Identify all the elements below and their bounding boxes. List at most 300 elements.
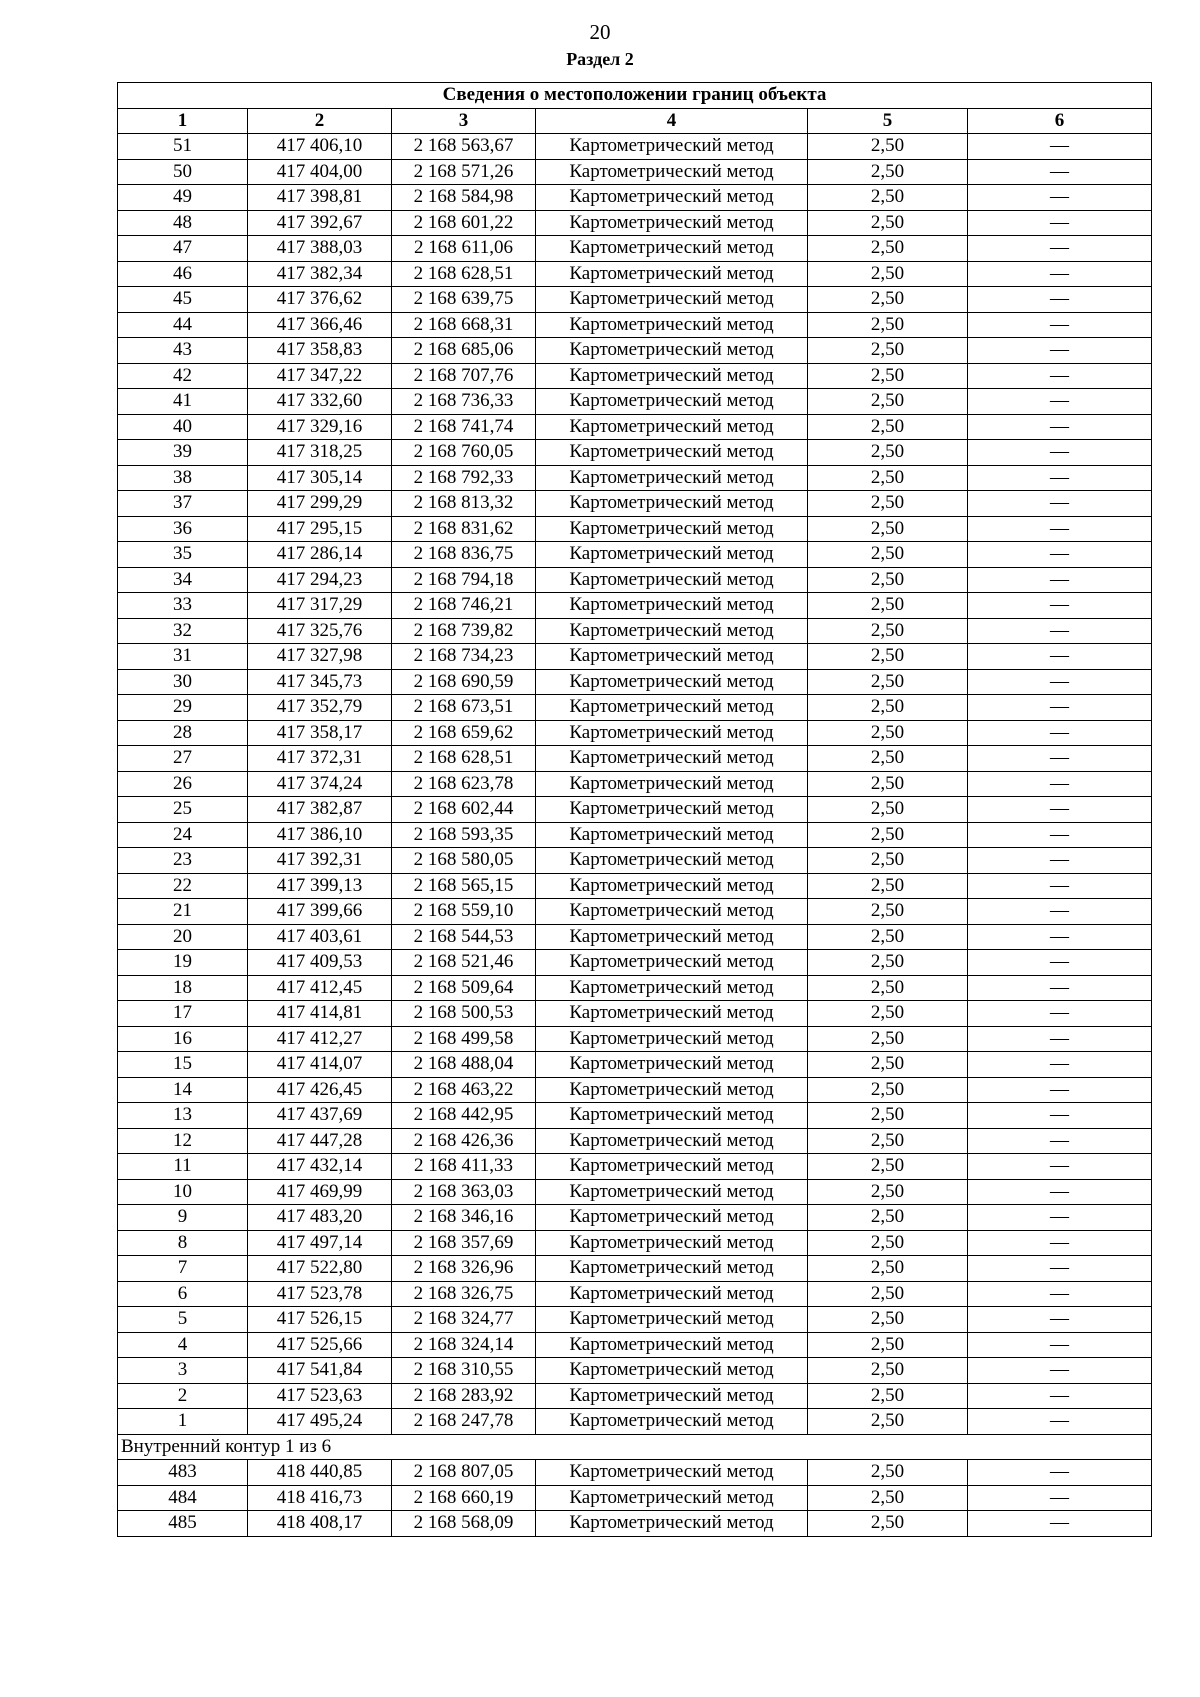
table-row — [118, 440, 1152, 466]
table-row — [118, 1179, 1152, 1205]
y-coordinate-cell: 2 168 488,04 — [392, 1052, 536, 1078]
x-coordinate-cell: 417 526,15 — [248, 1307, 392, 1333]
accuracy-cell: 2,50 — [808, 1383, 968, 1409]
y-coordinate-cell: 2 168 563,67 — [392, 134, 536, 160]
accuracy-cell: 2,50 — [808, 1026, 968, 1052]
table-row — [118, 491, 1152, 517]
y-coordinate-cell: 2 168 690,59 — [392, 669, 536, 695]
table-row — [118, 746, 1152, 772]
method-cell: Картометрический метод — [536, 1077, 808, 1103]
x-coordinate-cell: 417 399,13 — [248, 873, 392, 899]
y-coordinate-cell: 2 168 739,82 — [392, 618, 536, 644]
table-row — [118, 975, 1152, 1001]
point-number-cell: 20 — [118, 924, 248, 950]
accuracy-cell: 2,50 — [808, 185, 968, 211]
description-cell: — — [968, 1001, 1152, 1027]
method-cell: Картометрический метод — [536, 1256, 808, 1282]
method-cell: Картометрический метод — [536, 1332, 808, 1358]
x-coordinate-cell: 417 376,62 — [248, 287, 392, 313]
description-cell: — — [968, 593, 1152, 619]
y-coordinate-cell: 2 168 500,53 — [392, 1001, 536, 1027]
table-row — [118, 848, 1152, 874]
description-cell: — — [968, 185, 1152, 211]
method-cell: Картометрический метод — [536, 389, 808, 415]
method-cell: Картометрический метод — [536, 1358, 808, 1384]
method-cell: Картометрический метод — [536, 491, 808, 517]
accuracy-cell: 2,50 — [808, 236, 968, 262]
table-row — [118, 593, 1152, 619]
y-coordinate-cell: 2 168 660,19 — [392, 1485, 536, 1511]
method-cell: Картометрический метод — [536, 797, 808, 823]
method-cell: Картометрический метод — [536, 1409, 808, 1435]
method-cell: Картометрический метод — [536, 644, 808, 670]
method-cell: Картометрический метод — [536, 210, 808, 236]
table-row — [118, 771, 1152, 797]
description-cell: — — [968, 1485, 1152, 1511]
method-cell: Картометрический метод — [536, 185, 808, 211]
table-row — [118, 1103, 1152, 1129]
x-coordinate-cell: 418 416,73 — [248, 1485, 392, 1511]
accuracy-cell: 2,50 — [808, 1307, 968, 1333]
description-cell: — — [968, 695, 1152, 721]
accuracy-cell: 2,50 — [808, 950, 968, 976]
table-title: Сведения о местоположении границ объекта — [118, 83, 1152, 109]
method-cell: Картометрический метод — [536, 1179, 808, 1205]
description-cell: — — [968, 1154, 1152, 1180]
table-row — [118, 363, 1152, 389]
method-cell: Картометрический метод — [536, 1001, 808, 1027]
accuracy-cell: 2,50 — [808, 1077, 968, 1103]
x-coordinate-cell: 418 440,85 — [248, 1460, 392, 1486]
point-number-cell: 19 — [118, 950, 248, 976]
x-coordinate-cell: 417 404,00 — [248, 159, 392, 185]
point-number-cell: 17 — [118, 1001, 248, 1027]
column-number: 5 — [808, 108, 968, 134]
inner-contour-label: Внутренний контур 1 из 6 — [118, 1434, 1152, 1460]
x-coordinate-cell: 417 409,53 — [248, 950, 392, 976]
boundary-table — [117, 82, 1152, 1537]
method-cell: Картометрический метод — [536, 695, 808, 721]
accuracy-cell: 2,50 — [808, 720, 968, 746]
accuracy-cell: 2,50 — [808, 1001, 968, 1027]
column-number: 1 — [118, 108, 248, 134]
y-coordinate-cell: 2 168 324,77 — [392, 1307, 536, 1333]
x-coordinate-cell: 417 372,31 — [248, 746, 392, 772]
point-number-cell: 46 — [118, 261, 248, 287]
y-coordinate-cell: 2 168 760,05 — [392, 440, 536, 466]
description-cell: — — [968, 618, 1152, 644]
point-number-cell: 26 — [118, 771, 248, 797]
y-coordinate-cell: 2 168 628,51 — [392, 746, 536, 772]
y-coordinate-cell: 2 168 324,14 — [392, 1332, 536, 1358]
method-cell: Картометрический метод — [536, 771, 808, 797]
description-cell: — — [968, 1256, 1152, 1282]
y-coordinate-cell: 2 168 659,62 — [392, 720, 536, 746]
y-coordinate-cell: 2 168 326,75 — [392, 1281, 536, 1307]
x-coordinate-cell: 417 522,80 — [248, 1256, 392, 1282]
description-cell: — — [968, 363, 1152, 389]
table-row — [118, 1026, 1152, 1052]
x-coordinate-cell: 417 406,10 — [248, 134, 392, 160]
description-cell: — — [968, 1128, 1152, 1154]
description-cell: — — [968, 797, 1152, 823]
description-cell: — — [968, 338, 1152, 364]
table-row — [118, 797, 1152, 823]
y-coordinate-cell: 2 168 602,44 — [392, 797, 536, 823]
point-number-cell: 18 — [118, 975, 248, 1001]
table-row — [118, 669, 1152, 695]
accuracy-cell: 2,50 — [808, 669, 968, 695]
x-coordinate-cell: 417 318,25 — [248, 440, 392, 466]
table-row — [118, 465, 1152, 491]
method-cell: Картометрический метод — [536, 1052, 808, 1078]
description-cell: — — [968, 1205, 1152, 1231]
point-number-cell: 484 — [118, 1485, 248, 1511]
point-number-cell: 48 — [118, 210, 248, 236]
accuracy-cell: 2,50 — [808, 924, 968, 950]
y-coordinate-cell: 2 168 565,15 — [392, 873, 536, 899]
y-coordinate-cell: 2 168 836,75 — [392, 542, 536, 568]
point-number-cell: 30 — [118, 669, 248, 695]
accuracy-cell: 2,50 — [808, 593, 968, 619]
x-coordinate-cell: 417 414,07 — [248, 1052, 392, 1078]
method-cell: Картометрический метод — [536, 542, 808, 568]
y-coordinate-cell: 2 168 611,06 — [392, 236, 536, 262]
accuracy-cell: 2,50 — [808, 1358, 968, 1384]
x-coordinate-cell: 417 294,23 — [248, 567, 392, 593]
method-cell: Картометрический метод — [536, 1460, 808, 1486]
table-row — [118, 1307, 1152, 1333]
point-number-cell: 29 — [118, 695, 248, 721]
accuracy-cell: 2,50 — [808, 542, 968, 568]
y-coordinate-cell: 2 168 639,75 — [392, 287, 536, 313]
description-cell: — — [968, 771, 1152, 797]
y-coordinate-cell: 2 168 746,21 — [392, 593, 536, 619]
method-cell: Картометрический метод — [536, 363, 808, 389]
description-cell: — — [968, 669, 1152, 695]
accuracy-cell: 2,50 — [808, 210, 968, 236]
point-number-cell: 14 — [118, 1077, 248, 1103]
accuracy-cell: 2,50 — [808, 1154, 968, 1180]
table-row — [118, 338, 1152, 364]
y-coordinate-cell: 2 168 247,78 — [392, 1409, 536, 1435]
method-cell: Картометрический метод — [536, 924, 808, 950]
point-number-cell: 42 — [118, 363, 248, 389]
method-cell: Картометрический метод — [536, 899, 808, 925]
method-cell: Картометрический метод — [536, 1307, 808, 1333]
description-cell: — — [968, 542, 1152, 568]
accuracy-cell: 2,50 — [808, 516, 968, 542]
point-number-cell: 483 — [118, 1460, 248, 1486]
point-number-cell: 3 — [118, 1358, 248, 1384]
y-coordinate-cell: 2 168 807,05 — [392, 1460, 536, 1486]
table-row — [118, 618, 1152, 644]
method-cell: Картометрический метод — [536, 975, 808, 1001]
y-coordinate-cell: 2 168 463,22 — [392, 1077, 536, 1103]
method-cell: Картометрический метод — [536, 1511, 808, 1537]
point-number-cell: 33 — [118, 593, 248, 619]
x-coordinate-cell: 417 332,60 — [248, 389, 392, 415]
accuracy-cell: 2,50 — [808, 1128, 968, 1154]
method-cell: Картометрический метод — [536, 1281, 808, 1307]
y-coordinate-cell: 2 168 628,51 — [392, 261, 536, 287]
y-coordinate-cell: 2 168 734,23 — [392, 644, 536, 670]
point-number-cell: 1 — [118, 1409, 248, 1435]
method-cell: Картометрический метод — [536, 1230, 808, 1256]
method-cell: Картометрический метод — [536, 1026, 808, 1052]
x-coordinate-cell: 417 317,29 — [248, 593, 392, 619]
y-coordinate-cell: 2 168 593,35 — [392, 822, 536, 848]
x-coordinate-cell: 417 295,15 — [248, 516, 392, 542]
y-coordinate-cell: 2 168 544,53 — [392, 924, 536, 950]
description-cell: — — [968, 950, 1152, 976]
x-coordinate-cell: 417 327,98 — [248, 644, 392, 670]
x-coordinate-cell: 417 345,73 — [248, 669, 392, 695]
x-coordinate-cell: 417 447,28 — [248, 1128, 392, 1154]
point-number-cell: 4 — [118, 1332, 248, 1358]
y-coordinate-cell: 2 168 283,92 — [392, 1383, 536, 1409]
accuracy-cell: 2,50 — [808, 695, 968, 721]
x-coordinate-cell: 417 399,66 — [248, 899, 392, 925]
description-cell: — — [968, 1307, 1152, 1333]
method-cell: Картометрический метод — [536, 1485, 808, 1511]
point-number-cell: 13 — [118, 1103, 248, 1129]
accuracy-cell: 2,50 — [808, 389, 968, 415]
y-coordinate-cell: 2 168 685,06 — [392, 338, 536, 364]
point-number-cell: 9 — [118, 1205, 248, 1231]
accuracy-cell: 2,50 — [808, 746, 968, 772]
column-number: 4 — [536, 108, 808, 134]
accuracy-cell: 2,50 — [808, 134, 968, 160]
description-cell: — — [968, 899, 1152, 925]
table-row — [118, 159, 1152, 185]
table-row — [118, 1485, 1152, 1511]
description-cell: — — [968, 389, 1152, 415]
x-coordinate-cell: 417 392,67 — [248, 210, 392, 236]
point-number-cell: 8 — [118, 1230, 248, 1256]
method-cell: Картометрический метод — [536, 516, 808, 542]
accuracy-cell: 2,50 — [808, 975, 968, 1001]
x-coordinate-cell: 417 358,83 — [248, 338, 392, 364]
point-number-cell: 37 — [118, 491, 248, 517]
accuracy-cell: 2,50 — [808, 567, 968, 593]
description-cell: — — [968, 1103, 1152, 1129]
accuracy-cell: 2,50 — [808, 1103, 968, 1129]
accuracy-cell: 2,50 — [808, 261, 968, 287]
point-number-cell: 40 — [118, 414, 248, 440]
x-coordinate-cell: 417 374,24 — [248, 771, 392, 797]
method-cell: Картометрический метод — [536, 440, 808, 466]
description-cell: — — [968, 465, 1152, 491]
description-cell: — — [968, 1026, 1152, 1052]
x-coordinate-cell: 417 483,20 — [248, 1205, 392, 1231]
inner-contour-label-row — [118, 1434, 1152, 1460]
description-cell: — — [968, 746, 1152, 772]
description-cell: — — [968, 159, 1152, 185]
accuracy-cell: 2,50 — [808, 644, 968, 670]
point-number-cell: 2 — [118, 1383, 248, 1409]
table-row — [118, 1205, 1152, 1231]
point-number-cell: 34 — [118, 567, 248, 593]
x-coordinate-cell: 417 305,14 — [248, 465, 392, 491]
y-coordinate-cell: 2 168 357,69 — [392, 1230, 536, 1256]
y-coordinate-cell: 2 168 509,64 — [392, 975, 536, 1001]
accuracy-cell: 2,50 — [808, 363, 968, 389]
x-coordinate-cell: 417 329,16 — [248, 414, 392, 440]
table-row — [118, 287, 1152, 313]
method-cell: Картометрический метод — [536, 312, 808, 338]
accuracy-cell: 2,50 — [808, 159, 968, 185]
x-coordinate-cell: 417 358,17 — [248, 720, 392, 746]
method-cell: Картометрический метод — [536, 465, 808, 491]
table-row — [118, 1256, 1152, 1282]
y-coordinate-cell: 2 168 623,78 — [392, 771, 536, 797]
method-cell: Картометрический метод — [536, 950, 808, 976]
inner-contour-section — [118, 1434, 1152, 1536]
table-row — [118, 389, 1152, 415]
description-cell: — — [968, 1358, 1152, 1384]
accuracy-cell: 2,50 — [808, 312, 968, 338]
point-number-cell: 15 — [118, 1052, 248, 1078]
description-cell: — — [968, 210, 1152, 236]
column-number-row — [118, 108, 1152, 134]
accuracy-cell: 2,50 — [808, 465, 968, 491]
table-row — [118, 414, 1152, 440]
point-number-cell: 25 — [118, 797, 248, 823]
point-number-cell: 28 — [118, 720, 248, 746]
y-coordinate-cell: 2 168 707,76 — [392, 363, 536, 389]
table-row — [118, 1383, 1152, 1409]
table-row — [118, 950, 1152, 976]
description-cell: — — [968, 287, 1152, 313]
section-title: Раздел 2 — [566, 49, 634, 69]
y-coordinate-cell: 2 168 601,22 — [392, 210, 536, 236]
method-cell: Картометрический метод — [536, 134, 808, 160]
x-coordinate-cell: 417 437,69 — [248, 1103, 392, 1129]
description-cell: — — [968, 1052, 1152, 1078]
accuracy-cell: 2,50 — [808, 1460, 968, 1486]
table-row — [118, 1358, 1152, 1384]
point-number-cell: 32 — [118, 618, 248, 644]
table-row — [118, 822, 1152, 848]
method-cell: Картометрический метод — [536, 1154, 808, 1180]
table-row — [118, 1154, 1152, 1180]
description-cell: — — [968, 1077, 1152, 1103]
accuracy-cell: 2,50 — [808, 1179, 968, 1205]
description-cell: — — [968, 822, 1152, 848]
accuracy-cell: 2,50 — [808, 414, 968, 440]
main-rows — [118, 134, 1152, 1435]
point-number-cell: 39 — [118, 440, 248, 466]
point-number-cell: 45 — [118, 287, 248, 313]
table-row — [118, 1052, 1152, 1078]
accuracy-cell: 2,50 — [808, 1511, 968, 1537]
y-coordinate-cell: 2 168 673,51 — [392, 695, 536, 721]
description-cell: — — [968, 1460, 1152, 1486]
table-row — [118, 210, 1152, 236]
method-cell: Картометрический метод — [536, 873, 808, 899]
description-cell: — — [968, 720, 1152, 746]
accuracy-cell: 2,50 — [808, 338, 968, 364]
description-cell: — — [968, 491, 1152, 517]
table-row — [118, 1409, 1152, 1435]
accuracy-cell: 2,50 — [808, 822, 968, 848]
accuracy-cell: 2,50 — [808, 873, 968, 899]
x-coordinate-cell: 417 426,45 — [248, 1077, 392, 1103]
point-number-cell: 43 — [118, 338, 248, 364]
y-coordinate-cell: 2 168 741,74 — [392, 414, 536, 440]
table-row — [118, 873, 1152, 899]
method-cell: Картометрический метод — [536, 236, 808, 262]
point-number-cell: 51 — [118, 134, 248, 160]
table-row — [118, 1332, 1152, 1358]
y-coordinate-cell: 2 168 571,26 — [392, 159, 536, 185]
x-coordinate-cell: 418 408,17 — [248, 1511, 392, 1537]
column-number: 2 — [248, 108, 392, 134]
method-cell: Картометрический метод — [536, 593, 808, 619]
page-number: 20 — [589, 20, 611, 44]
table-row — [118, 924, 1152, 950]
accuracy-cell: 2,50 — [808, 1205, 968, 1231]
table-row — [118, 1511, 1152, 1537]
y-coordinate-cell: 2 168 411,33 — [392, 1154, 536, 1180]
point-number-cell: 38 — [118, 465, 248, 491]
method-cell: Картометрический метод — [536, 822, 808, 848]
y-coordinate-cell: 2 168 668,31 — [392, 312, 536, 338]
accuracy-cell: 2,50 — [808, 1256, 968, 1282]
y-coordinate-cell: 2 168 363,03 — [392, 1179, 536, 1205]
x-coordinate-cell: 417 523,63 — [248, 1383, 392, 1409]
y-coordinate-cell: 2 168 426,36 — [392, 1128, 536, 1154]
x-coordinate-cell: 417 325,76 — [248, 618, 392, 644]
y-coordinate-cell: 2 168 521,46 — [392, 950, 536, 976]
description-cell: — — [968, 1179, 1152, 1205]
table-row — [118, 1077, 1152, 1103]
x-coordinate-cell: 417 414,81 — [248, 1001, 392, 1027]
description-cell: — — [968, 1281, 1152, 1307]
point-number-cell: 21 — [118, 899, 248, 925]
accuracy-cell: 2,50 — [808, 848, 968, 874]
y-coordinate-cell: 2 168 584,98 — [392, 185, 536, 211]
y-coordinate-cell: 2 168 736,33 — [392, 389, 536, 415]
x-coordinate-cell: 417 382,34 — [248, 261, 392, 287]
table-row — [118, 1281, 1152, 1307]
table-row — [118, 720, 1152, 746]
point-number-cell: 6 — [118, 1281, 248, 1307]
accuracy-cell: 2,50 — [808, 1332, 968, 1358]
point-number-cell: 485 — [118, 1511, 248, 1537]
point-number-cell: 11 — [118, 1154, 248, 1180]
y-coordinate-cell: 2 168 442,95 — [392, 1103, 536, 1129]
method-cell: Картометрический метод — [536, 746, 808, 772]
point-number-cell: 31 — [118, 644, 248, 670]
description-cell: — — [968, 1383, 1152, 1409]
x-coordinate-cell: 417 412,45 — [248, 975, 392, 1001]
point-number-cell: 16 — [118, 1026, 248, 1052]
x-coordinate-cell: 417 497,14 — [248, 1230, 392, 1256]
y-coordinate-cell: 2 168 499,58 — [392, 1026, 536, 1052]
description-cell: — — [968, 644, 1152, 670]
table-row — [118, 134, 1152, 160]
point-number-cell: 35 — [118, 542, 248, 568]
table-row — [118, 1230, 1152, 1256]
method-cell: Картометрический метод — [536, 1205, 808, 1231]
table-row — [118, 312, 1152, 338]
point-number-cell: 49 — [118, 185, 248, 211]
description-cell: — — [968, 236, 1152, 262]
accuracy-cell: 2,50 — [808, 618, 968, 644]
description-cell: — — [968, 312, 1152, 338]
